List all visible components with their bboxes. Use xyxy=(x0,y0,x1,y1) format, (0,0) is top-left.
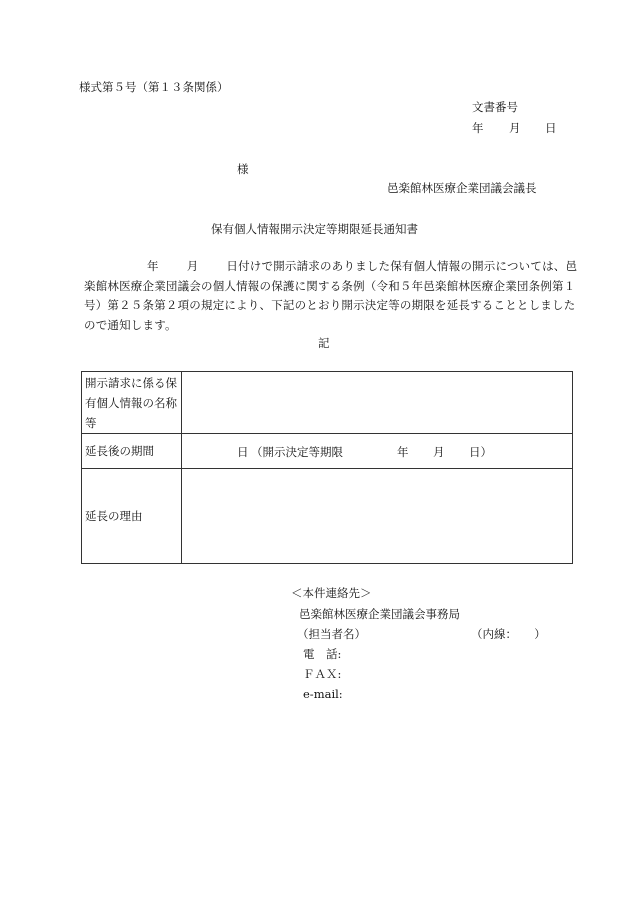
table-row xyxy=(82,469,573,564)
date-month: 月 xyxy=(509,121,521,135)
sender-name: 邑楽館林医療企業団議会議長 xyxy=(387,181,537,195)
ki-mark: 記 xyxy=(318,336,330,350)
contact-phone: 電 話: xyxy=(303,647,342,661)
contact-extension: （内線： ） xyxy=(471,627,546,641)
requested-info-value xyxy=(182,372,573,434)
details-table xyxy=(81,371,573,564)
date-year: 年 xyxy=(472,121,484,135)
contact-fax: ＦＡＸ: xyxy=(303,667,342,681)
period-year: 年 xyxy=(397,445,409,459)
contact-email: e-mail: xyxy=(303,687,343,701)
document-title: 保有個人情報開示決定等期限延長通知書 xyxy=(211,222,418,236)
period-end: 日） xyxy=(469,445,492,459)
contact-office: 邑楽館林医療企業団議会事務局 xyxy=(299,607,460,621)
period-day: 日 xyxy=(237,445,249,459)
body-text: 日付けで開示請求のありました保有個人情報の開示については、邑楽館林医療企業団議会の個人情報の保護に関する条例（令和５年邑楽館林医療企業団条例第１号）第２５条第２項の規定により、下記のとおり開示決定等の期限を延長することとしましたので通知します。 xyxy=(84,259,578,332)
date-day: 日 xyxy=(545,121,557,135)
table-row xyxy=(82,372,573,434)
body-month: 月 xyxy=(186,259,199,273)
contact-heading: ＜本件連絡先＞ xyxy=(291,586,372,600)
extended-period-value xyxy=(182,434,573,469)
period-deadline: （開示決定等期限 xyxy=(251,445,343,459)
table-row xyxy=(82,434,573,469)
form-number: 様式第５号（第１３条関係） xyxy=(79,80,229,94)
body-paragraph xyxy=(84,257,580,335)
extended-period-label: 延長後の期間 xyxy=(82,434,182,469)
addressee-suffix: 様 xyxy=(237,162,249,176)
period-month: 月 xyxy=(433,445,445,459)
contact-person: （担当者名） xyxy=(297,627,366,641)
extension-reason-label: 延長の理由 xyxy=(82,469,182,564)
body-year: 年 xyxy=(147,259,159,273)
requested-info-label: 開示請求に係る保有個人情報の名称等 xyxy=(82,372,182,434)
extension-reason-value xyxy=(182,469,573,564)
document-number-label: 文書番号 xyxy=(472,100,518,114)
